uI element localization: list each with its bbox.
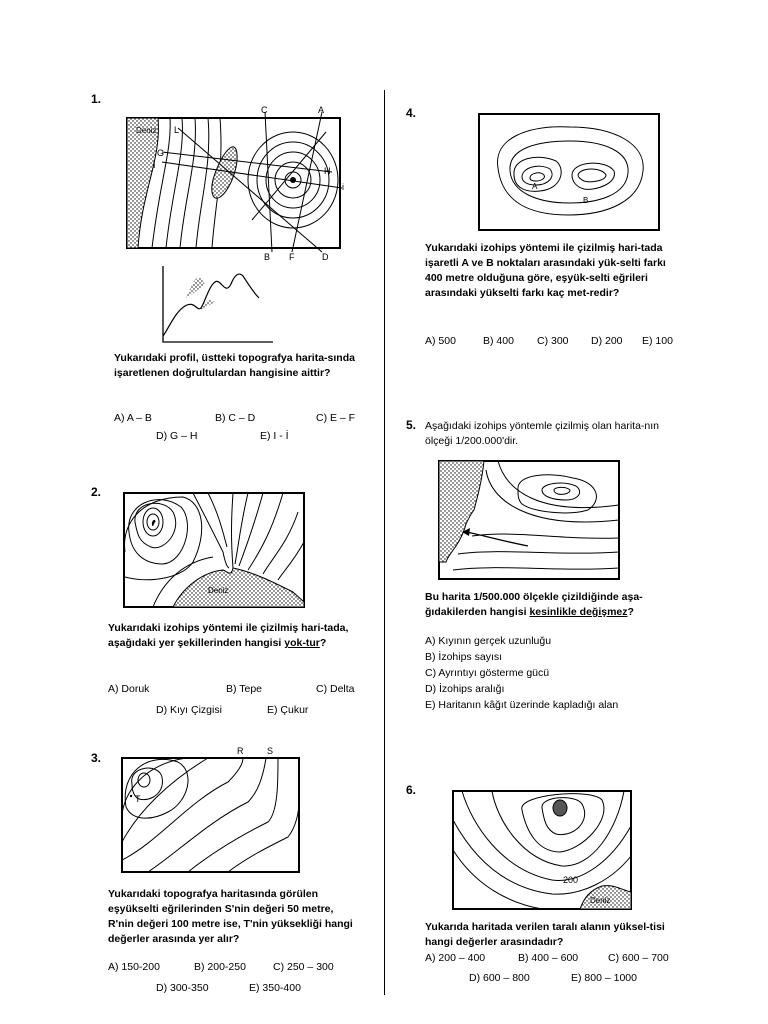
q4-option-a[interactable]: A) 500 — [425, 335, 456, 347]
q2-label-deniz: Deniz — [208, 586, 229, 595]
q1-label-f: F — [289, 252, 295, 262]
q1-label-b: B — [264, 252, 271, 262]
q2-topographic-map — [123, 492, 305, 608]
q2-option-e[interactable]: E) Çukur — [267, 704, 309, 716]
q5-topographic-map — [438, 460, 620, 580]
q1-topographic-map — [100, 100, 360, 270]
q4-option-e[interactable]: E) 100 — [642, 335, 673, 347]
question-4-text: Yukarıdaki izohips yöntemi ile çizilmiş hari-tada işaretli A ve B noktaları arasındaki yük-selti farkı 400 metre olduğuna göre, eşyük-selti eğrileri arasındaki yükselti farkı kaç met-redir? — [425, 242, 666, 299]
question-5-text: Bu harita 1/500.000 ölçekle çizildiğinde aşa-ğıdakilerden hangisi kesinlikle değişmez? — [425, 591, 643, 618]
q3-label-r: R — [237, 746, 244, 756]
q1-option-e[interactable]: E) I - İ — [260, 430, 289, 442]
q3-option-e[interactable]: E) 350-400 — [249, 982, 301, 994]
q1-label-deniz: Deniz — [136, 126, 157, 135]
q1-option-b[interactable]: B) C – D — [215, 412, 256, 424]
q3-label-t: T — [135, 794, 141, 804]
q4-label-a: A — [532, 182, 538, 191]
question-6-text: Yukarıda haritada verilen taralı alanın yüksel-tisi hangi değerler arasındadır? — [425, 921, 665, 948]
question-3-number: 3. — [91, 751, 102, 765]
question-6-number: 6. — [406, 783, 417, 797]
q1-label-c: C — [261, 105, 268, 115]
q2-option-b[interactable]: B) Tepe — [226, 683, 262, 695]
q1-option-a[interactable]: A) A – B — [114, 412, 152, 424]
q5-option-e[interactable]: E) Haritanın kâğıt üzerinde kapladığı alan — [425, 699, 619, 711]
q5-option-a[interactable]: A) Kıyının gerçek uzunluğu — [425, 635, 552, 647]
q6-option-a[interactable]: A) 200 – 400 — [425, 952, 486, 964]
q6-option-b[interactable]: B) 400 – 600 — [518, 952, 579, 964]
q1-profile-graph — [155, 262, 275, 346]
q3-label-s: S — [267, 746, 274, 756]
q1-option-c[interactable]: C) E – F — [316, 412, 356, 424]
q3-topographic-map — [118, 742, 303, 877]
q1-label-g: G — [157, 148, 165, 158]
q6-option-e[interactable]: E) 800 – 1000 — [571, 972, 637, 984]
question-5-number: 5. — [406, 418, 417, 432]
q2-option-d[interactable]: D) Kıyı Çizgisi — [156, 704, 222, 716]
q1-label-a: A — [318, 105, 325, 115]
q5-options-list — [425, 633, 618, 713]
q6-label-200: 200 — [563, 875, 579, 885]
q3-option-d[interactable]: D) 300-350 — [156, 982, 209, 994]
q1-label-l: L — [174, 125, 180, 135]
q4-option-c[interactable]: C) 300 — [537, 335, 569, 347]
q4-topographic-map — [478, 113, 660, 231]
q3-option-c[interactable]: C) 250 – 300 — [273, 961, 334, 973]
q3-option-b[interactable]: B) 200-250 — [194, 961, 246, 973]
q3-option-a[interactable]: A) 150-200 — [108, 961, 160, 973]
q6-option-c[interactable]: C) 600 – 700 — [608, 952, 669, 964]
q4-option-b[interactable]: B) 400 — [483, 335, 514, 347]
q4-label-b: B — [583, 196, 589, 205]
q6-label-deniz: Deniz — [590, 896, 611, 905]
q1-label-i: I — [153, 160, 156, 170]
question-1-text: Yukarıdaki profil, üstteki topografya harita-sında işaretlenen doğrultulardan hangisine aittir? — [114, 352, 355, 379]
q2-option-a[interactable]: A) Doruk — [108, 683, 150, 695]
question-5-intro: Aşağıdaki izohips yöntemle çizilmiş olan harita-nın ölçeği 1/200.000'dir. — [425, 420, 660, 447]
q6-topographic-map — [452, 790, 632, 910]
question-2-text: Yukarıdaki izohips yöntemi ile çizilmiş hari-tada, aşağıdaki yer şekillerinden hangisi yok-tur? — [108, 622, 349, 649]
q1-option-d[interactable]: D) G – H — [156, 430, 198, 442]
q1-label-d: D — [322, 252, 329, 262]
q5-option-b[interactable]: B) İzohips sayısı — [425, 651, 503, 663]
column-divider — [384, 90, 385, 995]
q4-option-d[interactable]: D) 200 — [591, 335, 623, 347]
q1-label-h: H — [324, 166, 331, 176]
q6-option-d[interactable]: D) 600 – 800 — [469, 972, 530, 984]
q2-option-c[interactable]: C) Delta — [316, 683, 355, 695]
q1-label-i-dot: i — [342, 182, 344, 192]
question-4-number: 4. — [406, 106, 417, 120]
question-2-number: 2. — [91, 485, 102, 499]
q5-option-d[interactable]: D) İzohips aralığı — [425, 683, 505, 695]
question-3-text: Yukarıdaki topografya haritasında görülen eşyükselti eğrilerinden S'nin değeri 50 metre, R'nin değeri 100 metre ise, T'nin yüksekliği hangi değerler arasında yer alır? — [108, 888, 353, 945]
q5-option-c[interactable]: C) Ayrıntıyı gösterme gücü — [425, 667, 550, 679]
question-1-number: 1. — [91, 92, 102, 106]
